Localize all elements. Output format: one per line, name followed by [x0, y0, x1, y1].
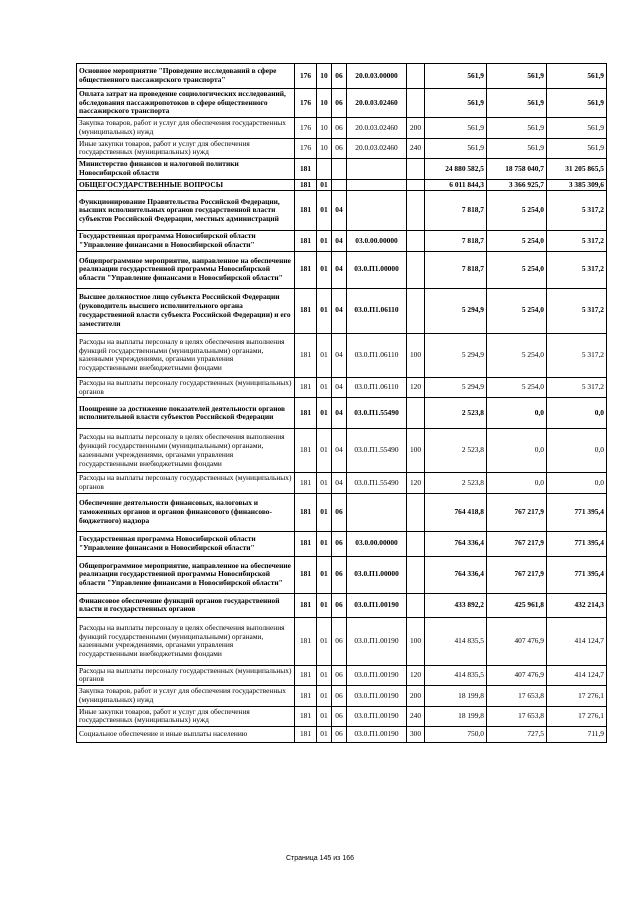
cell-amount-year1: 764 336,4: [425, 531, 487, 556]
cell-rz: 01: [317, 377, 332, 397]
cell-pr: 06: [332, 89, 347, 118]
cell-amount-year3: 5 317,2: [547, 231, 607, 251]
cell-amount-year1: 561,9: [425, 64, 487, 89]
row-name: Государственная программа Новосибирской области "Управление финансами в Новосибирской области": [77, 231, 295, 251]
cell-vr: [407, 288, 425, 333]
cell-vr: [407, 159, 425, 179]
row-name: Расходы на выплаты персоналу государственных (муниципальных) органов: [77, 377, 295, 397]
cell-amount-year1: 414 835,5: [425, 617, 487, 665]
cell-csr: 03.0.П1.00000: [347, 556, 407, 593]
table-row: [77, 288, 607, 333]
cell-vr: 120: [407, 473, 425, 493]
cell-amount-year3: 0,0: [547, 398, 607, 429]
cell-csr: [347, 179, 407, 191]
cell-ved: 181: [295, 727, 317, 743]
cell-ved: 176: [295, 138, 317, 158]
cell-vr: [407, 251, 425, 288]
table-row: [77, 593, 607, 617]
cell-csr: 20.0.03.02460: [347, 138, 407, 158]
row-name: Иные закупки товаров, работ и услуг для обеспечения государственных (муниципальных) нужд: [77, 706, 295, 726]
cell-pr: 04: [332, 288, 347, 333]
table-row: [77, 377, 607, 397]
cell-amount-year3: 771 395,4: [547, 556, 607, 593]
cell-rz: [317, 159, 332, 179]
row-name: Социальное обеспечение и иные выплаты населению: [77, 727, 295, 743]
cell-vr: 200: [407, 686, 425, 706]
cell-ved: 181: [295, 686, 317, 706]
cell-vr: [407, 493, 425, 531]
table-row: [77, 531, 607, 556]
cell-amount-year3: 0,0: [547, 429, 607, 473]
cell-vr: 240: [407, 138, 425, 158]
page-number: Страница 145 из 166: [285, 855, 355, 862]
cell-vr: 120: [407, 377, 425, 397]
cell-amount-year1: 7 818,7: [425, 191, 487, 231]
cell-ved: 181: [295, 593, 317, 617]
cell-amount-year3: 31 205 865,5: [547, 159, 607, 179]
cell-ved: 181: [295, 617, 317, 665]
cell-rz: 01: [317, 617, 332, 665]
cell-amount-year3: 17 276,1: [547, 686, 607, 706]
table-row: [77, 64, 607, 89]
cell-rz: 01: [317, 686, 332, 706]
cell-csr: [347, 191, 407, 231]
cell-pr: 06: [332, 531, 347, 556]
cell-rz: 01: [317, 473, 332, 493]
cell-vr: [407, 556, 425, 593]
cell-ved: 181: [295, 231, 317, 251]
cell-csr: 03.0.00.00000: [347, 231, 407, 251]
cell-rz: 01: [317, 333, 332, 377]
cell-pr: 06: [332, 706, 347, 726]
cell-csr: 03.0.П1.06110: [347, 377, 407, 397]
cell-pr: 04: [332, 398, 347, 429]
cell-pr: 04: [332, 377, 347, 397]
cell-ved: 181: [295, 493, 317, 531]
cell-amount-year2: 5 254,0: [487, 191, 547, 231]
row-name: Общепрограммное мероприятие, направленное на обеспечение реализации государственной программы Новосибирской области "Управление финансами в Новосибирской области": [77, 251, 295, 288]
cell-amount-year3: 711,9: [547, 727, 607, 743]
cell-ved: 181: [295, 251, 317, 288]
table-row: [77, 556, 607, 593]
cell-amount-year3: 771 395,4: [547, 493, 607, 531]
table-row: [77, 138, 607, 158]
cell-amount-year3: 5 317,2: [547, 191, 607, 231]
cell-rz: 01: [317, 398, 332, 429]
cell-csr: 03.0.П1.00190: [347, 727, 407, 743]
table-row: [77, 179, 607, 191]
cell-vr: 100: [407, 429, 425, 473]
cell-pr: 06: [332, 138, 347, 158]
cell-pr: 06: [332, 617, 347, 665]
table-row: [77, 159, 607, 179]
table-row: [77, 231, 607, 251]
cell-rz: 01: [317, 191, 332, 231]
cell-amount-year1: 5 294,9: [425, 333, 487, 377]
cell-amount-year2: 407 476,9: [487, 665, 547, 685]
table-row: [77, 493, 607, 531]
cell-csr: 03.0.П1.55490: [347, 398, 407, 429]
cell-amount-year1: 561,9: [425, 118, 487, 138]
cell-amount-year2: 18 758 040,7: [487, 159, 547, 179]
cell-rz: 01: [317, 251, 332, 288]
cell-ved: 181: [295, 288, 317, 333]
row-name: Расходы на выплаты персоналу в целях обеспечения выполнения функций государственными (муниципальными) органами, казенными учреждениями, органами управления государственными внебюджетными фондами: [77, 429, 295, 473]
cell-vr: 240: [407, 706, 425, 726]
table-row: [77, 333, 607, 377]
cell-amount-year3: 5 317,2: [547, 333, 607, 377]
cell-amount-year2: 5 254,0: [487, 251, 547, 288]
cell-pr: 06: [332, 556, 347, 593]
cell-amount-year1: 5 294,9: [425, 377, 487, 397]
table-row: [77, 191, 607, 231]
cell-vr: 200: [407, 118, 425, 138]
cell-ved: 181: [295, 159, 317, 179]
cell-vr: 100: [407, 333, 425, 377]
cell-csr: 03.0.П1.55490: [347, 429, 407, 473]
row-name: Финансовое обеспечение функций органов государственной власти и государственных органов: [77, 593, 295, 617]
row-name: Поощрение за достижение показателей деятельности органов исполнительной власти субъектов Российской Федерации: [77, 398, 295, 429]
cell-amount-year1: 2 523,8: [425, 473, 487, 493]
cell-csr: [347, 159, 407, 179]
cell-rz: 01: [317, 665, 332, 685]
cell-rz: 10: [317, 64, 332, 89]
cell-rz: 01: [317, 429, 332, 473]
cell-csr: 03.0.П1.00190: [347, 593, 407, 617]
cell-amount-year2: 0,0: [487, 473, 547, 493]
cell-rz: 01: [317, 231, 332, 251]
cell-amount-year2: 5 254,0: [487, 231, 547, 251]
cell-pr: 04: [332, 251, 347, 288]
cell-ved: 176: [295, 64, 317, 89]
cell-csr: 03.0.П1.00190: [347, 706, 407, 726]
cell-pr: 04: [332, 333, 347, 377]
row-name: Закупка товаров, работ и услуг для обеспечения государственных (муниципальных) нужд: [77, 686, 295, 706]
table-row: [77, 429, 607, 473]
cell-amount-year1: 6 011 844,3: [425, 179, 487, 191]
cell-ved: 181: [295, 665, 317, 685]
cell-amount-year3: 414 124,7: [547, 665, 607, 685]
cell-rz: 01: [317, 727, 332, 743]
cell-amount-year2: 425 961,8: [487, 593, 547, 617]
cell-amount-year2: 767 217,9: [487, 556, 547, 593]
cell-amount-year3: 561,9: [547, 138, 607, 158]
cell-rz: 01: [317, 531, 332, 556]
cell-amount-year1: 18 199,8: [425, 706, 487, 726]
cell-amount-year3: 432 214,3: [547, 593, 607, 617]
cell-pr: 06: [332, 727, 347, 743]
cell-amount-year1: 561,9: [425, 89, 487, 118]
table-row: [77, 706, 607, 726]
cell-amount-year2: 407 476,9: [487, 617, 547, 665]
cell-ved: 181: [295, 429, 317, 473]
cell-amount-year1: 764 336,4: [425, 556, 487, 593]
table-row: [77, 727, 607, 743]
cell-pr: 06: [332, 665, 347, 685]
cell-pr: 06: [332, 118, 347, 138]
cell-amount-year3: 561,9: [547, 64, 607, 89]
cell-amount-year3: 561,9: [547, 89, 607, 118]
cell-ved: 181: [295, 531, 317, 556]
table-row: [77, 398, 607, 429]
cell-csr: 20.0.03.00000: [347, 64, 407, 89]
cell-rz: 10: [317, 118, 332, 138]
cell-amount-year1: 7 818,7: [425, 251, 487, 288]
cell-pr: 06: [332, 493, 347, 531]
cell-amount-year2: 727,5: [487, 727, 547, 743]
table-row: [77, 617, 607, 665]
cell-rz: 10: [317, 138, 332, 158]
cell-amount-year2: 5 254,0: [487, 377, 547, 397]
cell-vr: [407, 191, 425, 231]
cell-amount-year2: 5 254,0: [487, 288, 547, 333]
cell-amount-year3: 0,0: [547, 473, 607, 493]
cell-amount-year2: 0,0: [487, 398, 547, 429]
cell-amount-year3: 561,9: [547, 118, 607, 138]
cell-csr: 03.0.П1.06110: [347, 288, 407, 333]
cell-amount-year1: 764 418,8: [425, 493, 487, 531]
row-name: ОБЩЕГОСУДАРСТВЕННЫЕ ВОПРОСЫ: [77, 179, 295, 191]
cell-amount-year2: 17 653,8: [487, 686, 547, 706]
cell-csr: 03.0.П1.55490: [347, 473, 407, 493]
row-name: Общепрограммное мероприятие, направленное на обеспечение реализации государственной программы Новосибирской области "Управление финансами в Новосибирской области": [77, 556, 295, 593]
cell-amount-year2: 767 217,9: [487, 493, 547, 531]
cell-csr: 03.0.00.00000: [347, 531, 407, 556]
table-row: [77, 89, 607, 118]
cell-ved: 181: [295, 398, 317, 429]
cell-csr: 20.0.03.02460: [347, 118, 407, 138]
row-name: Высшее должностное лицо субъекта Российской Федерации (руководитель высшего исполнительного органа государственной власти субъекта Российской Федерации) и его заместители: [77, 288, 295, 333]
cell-amount-year3: 771 395,4: [547, 531, 607, 556]
cell-amount-year3: 5 317,2: [547, 377, 607, 397]
row-name: Обеспечение деятельности финансовых, налоговых и таможенных органов и органов финансового (финансово-бюджетного) надзора: [77, 493, 295, 531]
cell-ved: 181: [295, 191, 317, 231]
row-name: Закупка товаров, работ и услуг для обеспечения государственных (муниципальных) нужд: [77, 118, 295, 138]
cell-amount-year2: 561,9: [487, 64, 547, 89]
cell-vr: [407, 531, 425, 556]
cell-ved: 176: [295, 89, 317, 118]
table-row: [77, 118, 607, 138]
cell-amount-year2: 17 653,8: [487, 706, 547, 726]
cell-rz: 01: [317, 706, 332, 726]
cell-amount-year2: 561,9: [487, 89, 547, 118]
cell-pr: 04: [332, 429, 347, 473]
cell-pr: [332, 159, 347, 179]
cell-pr: 04: [332, 231, 347, 251]
table-row: [77, 686, 607, 706]
row-name: Оплата затрат на проведение социологических исследований, обследования пассажиропотоков в сфере общественного пассажирского транспорта: [77, 89, 295, 118]
cell-amount-year1: 24 880 582,5: [425, 159, 487, 179]
cell-vr: [407, 231, 425, 251]
cell-vr: 100: [407, 617, 425, 665]
cell-amount-year1: 414 835,5: [425, 665, 487, 685]
cell-ved: 181: [295, 377, 317, 397]
row-name: Расходы на выплаты персоналу в целях обеспечения выполнения функций государственными (муниципальными) органами, казенными учреждениями, органами управления государственными внебюджетными фондами: [77, 617, 295, 665]
cell-amount-year3: 3 385 309,6: [547, 179, 607, 191]
cell-csr: 03.0.П1.00190: [347, 617, 407, 665]
cell-pr: 06: [332, 64, 347, 89]
cell-amount-year1: 750,0: [425, 727, 487, 743]
cell-rz: 01: [317, 288, 332, 333]
cell-pr: 06: [332, 593, 347, 617]
row-name: Расходы на выплаты персоналу в целях обеспечения выполнения функций государственными (муниципальными) органами, казенными учреждениями, органами управления государственными внебюджетными фондами: [77, 333, 295, 377]
cell-amount-year1: 2 523,8: [425, 398, 487, 429]
cell-ved: 181: [295, 706, 317, 726]
cell-vr: [407, 89, 425, 118]
row-name: Государственная программа Новосибирской области "Управление финансами в Новосибирской области": [77, 531, 295, 556]
cell-csr: 20.0.03.02460: [347, 89, 407, 118]
cell-amount-year1: 18 199,8: [425, 686, 487, 706]
cell-pr: 04: [332, 191, 347, 231]
cell-ved: 181: [295, 179, 317, 191]
cell-rz: 01: [317, 593, 332, 617]
cell-csr: 03.0.П1.00000: [347, 251, 407, 288]
cell-vr: [407, 179, 425, 191]
row-name: Расходы на выплаты персоналу государственных (муниципальных) органов: [77, 665, 295, 685]
cell-vr: 300: [407, 727, 425, 743]
cell-pr: [332, 179, 347, 191]
row-name: Основное мероприятие "Проведение исследований в сфере общественного пассажирского транспорта": [77, 64, 295, 89]
cell-amount-year3: 5 317,2: [547, 288, 607, 333]
cell-rz: 10: [317, 89, 332, 118]
cell-ved: 181: [295, 556, 317, 593]
cell-amount-year1: 2 523,8: [425, 429, 487, 473]
cell-vr: [407, 398, 425, 429]
cell-csr: 03.0.П1.00190: [347, 665, 407, 685]
row-name: Иные закупки товаров, работ и услуг для обеспечения государственных (муниципальных) нужд: [77, 138, 295, 158]
table-row: [77, 251, 607, 288]
cell-amount-year1: 7 818,7: [425, 231, 487, 251]
cell-amount-year3: 414 124,7: [547, 617, 607, 665]
budget-table: [76, 63, 607, 743]
cell-amount-year2: 5 254,0: [487, 333, 547, 377]
cell-csr: [347, 493, 407, 531]
cell-ved: 181: [295, 333, 317, 377]
table-row: [77, 665, 607, 685]
cell-amount-year3: 17 276,1: [547, 706, 607, 726]
cell-ved: 181: [295, 473, 317, 493]
cell-vr: [407, 64, 425, 89]
row-name: Расходы на выплаты персоналу государственных (муниципальных) органов: [77, 473, 295, 493]
table-row: [77, 473, 607, 493]
cell-amount-year1: 5 294,9: [425, 288, 487, 333]
cell-ved: 176: [295, 118, 317, 138]
cell-rz: 01: [317, 493, 332, 531]
cell-csr: 03.0.П1.00190: [347, 686, 407, 706]
cell-pr: 06: [332, 686, 347, 706]
cell-amount-year1: 561,9: [425, 138, 487, 158]
cell-amount-year2: 561,9: [487, 138, 547, 158]
cell-amount-year2: 767 217,9: [487, 531, 547, 556]
cell-amount-year2: 0,0: [487, 429, 547, 473]
row-name: Функционирование Правительства Российской Федерации, высших исполнительных органов государственной власти субъектов Российской Федерации, местных администраций: [77, 191, 295, 231]
cell-rz: 01: [317, 179, 332, 191]
cell-amount-year2: 561,9: [487, 118, 547, 138]
cell-pr: 04: [332, 473, 347, 493]
cell-rz: 01: [317, 556, 332, 593]
cell-csr: 03.0.П1.06110: [347, 333, 407, 377]
cell-amount-year1: 433 892,2: [425, 593, 487, 617]
cell-vr: 120: [407, 665, 425, 685]
cell-vr: [407, 593, 425, 617]
row-name: Министерство финансов и налоговой политики Новосибирской области: [77, 159, 295, 179]
cell-amount-year2: 3 366 925,7: [487, 179, 547, 191]
cell-amount-year3: 5 317,2: [547, 251, 607, 288]
